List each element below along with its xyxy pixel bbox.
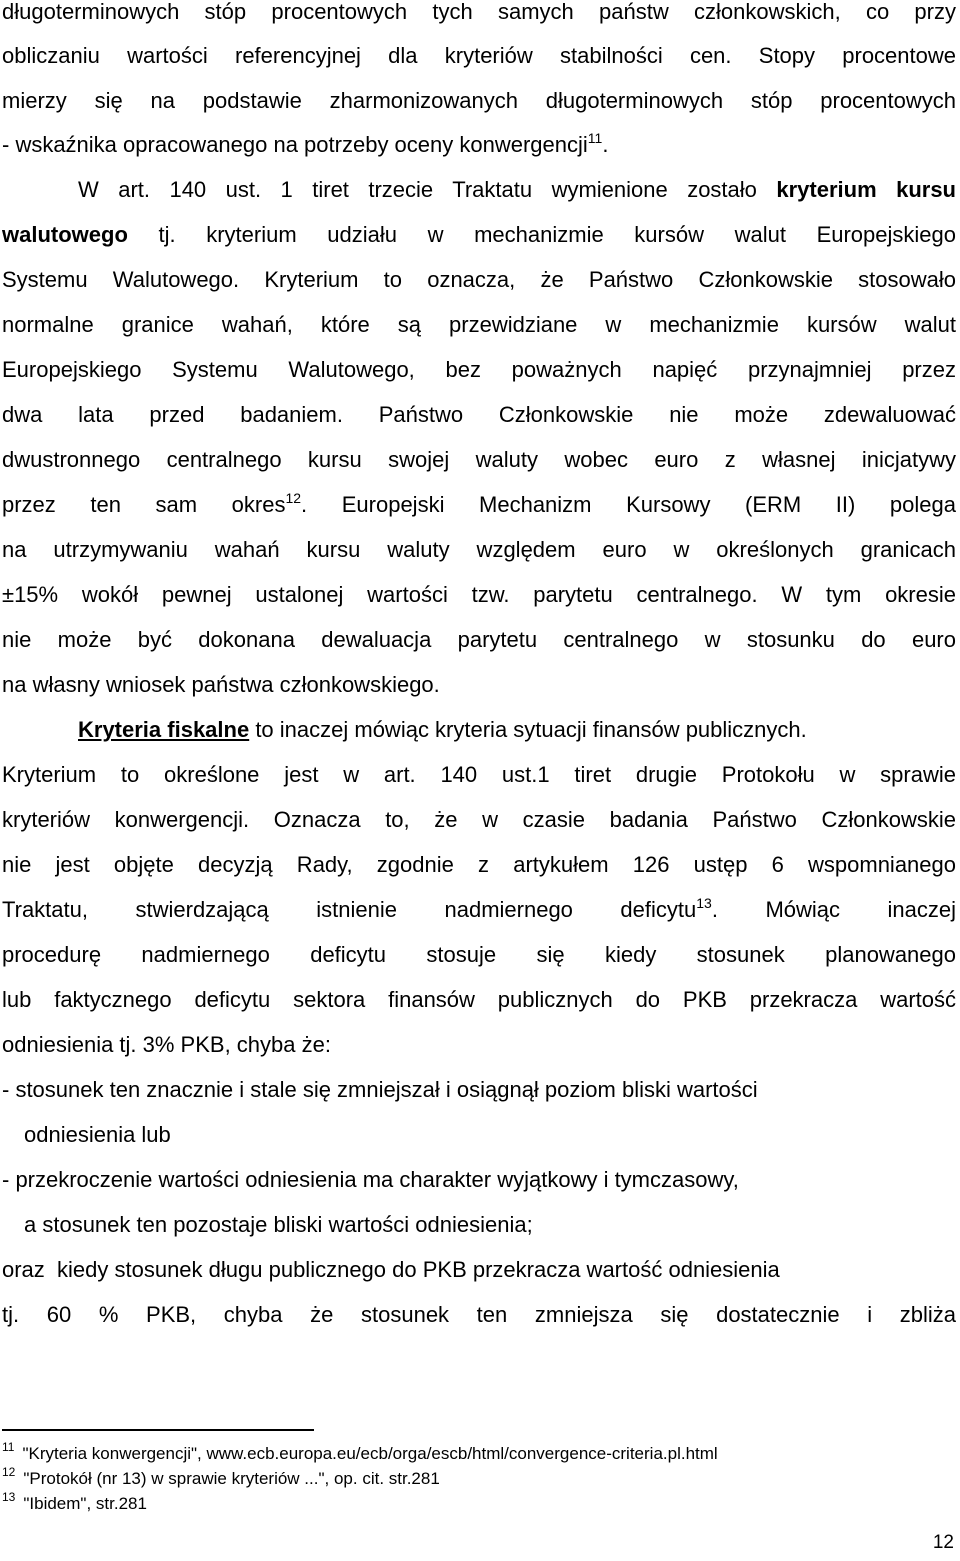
list-item-continuation: odniesienia lub	[24, 1122, 171, 1147]
text-line: na utrzymywaniu wahań kursu waluty względem euro w określonych granicach	[2, 537, 956, 562]
text-line: procedurę nadmiernego deficytu stosuje się kiedy stosunek planowanego	[2, 942, 956, 967]
text-line	[2, 485, 956, 525]
text-line	[2, 890, 956, 930]
text-span: Traktatu, stwierdzającą istnienie nadmiernego deficytu	[2, 897, 697, 922]
footnote-ref: 12	[285, 490, 302, 506]
text-line: Systemu Walutowego. Kryterium to oznacza, że Państwo Członkowskie stosowało	[2, 267, 956, 292]
text-span: przez ten sam okres	[2, 492, 286, 517]
text-span: .	[602, 132, 609, 157]
text-line: normalne granice wahań, które są przewidziane w mechanizmie kursów walut	[2, 312, 956, 337]
text-line: Kryterium to określone jest w art. 140 ust.1 tiret drugie Protokołu w sprawie	[2, 762, 956, 787]
text-span: - wskaźnika opracowanego na potrzeby oceny konwergencji	[2, 132, 588, 157]
text-line: długoterminowych stóp procentowych tych samych państw członkowskich, co przy	[2, 0, 956, 24]
footnote-separator	[2, 1429, 314, 1431]
text-line: obliczaniu wartości referencyjnej dla kryteriów stabilności cen. Stopy procentowe	[2, 43, 956, 68]
text-line: tj. 60 % PKB, chyba że stosunek ten zmniejsza się dostatecznie i zbliża	[2, 1302, 956, 1327]
list-item: - stosunek ten znacznie i stale się zmniejszał i osiągnął poziom bliski wartości	[2, 1077, 758, 1102]
footnote	[2, 1492, 147, 1516]
text-line	[78, 710, 956, 750]
footnote-number: 12	[2, 1465, 16, 1479]
footnote-text: "Protokół (nr 13) w sprawie kryteriów ...", op. cit. str.281	[23, 1469, 440, 1488]
text-span: . Europejski Mechanizm Kursowy (ERM II) polega	[301, 492, 956, 517]
text-line: nie jest objęte decyzją Rady, zgodnie z artykułem 126 ustęp 6 wspomnianego	[2, 852, 956, 877]
footnote-text: "Kryteria konwergencji", www.ecb.europa.eu/ecb/orga/escb/html/convergence-criteria.pl.html	[22, 1444, 718, 1463]
footnote-ref: 13	[696, 895, 712, 911]
footnote	[2, 1467, 440, 1491]
text-line: lub faktycznego deficytu sektora finansów publicznych do PKB przekracza wartość	[2, 987, 956, 1012]
text-line: oraz kiedy stosunek długu publicznego do PKB przekracza wartość odniesienia	[2, 1257, 780, 1282]
list-item: - przekroczenie wartości odniesienia ma charakter wyjątkowy i tymczasowy,	[2, 1167, 739, 1192]
text-line: Europejskiego Systemu Walutowego, bez poważnych napięć przynajmniej przez	[2, 357, 956, 382]
text-line: mierzy się na podstawie zharmonizowanych długoterminowych stóp procentowych	[2, 88, 956, 113]
footnote-ref: 11	[587, 130, 603, 146]
footnote-text: "Ibidem", str.281	[23, 1494, 147, 1513]
footnote	[2, 1442, 718, 1466]
text-line	[2, 215, 956, 255]
text-line	[78, 170, 956, 210]
page-number: 12	[932, 1532, 954, 1553]
footnote-number: 13	[2, 1490, 16, 1504]
text-line	[2, 125, 956, 165]
text-span: to inaczej mówiąc kryteria sytuacji finansów publicznych.	[249, 717, 807, 742]
text-span: tj. kryterium udziału w mechanizmie kursów walut Europejskiego	[127, 222, 956, 247]
text-line: ±15% wokół pewnej ustalonej wartości tzw. parytetu centralnego. W tym okresie	[2, 582, 956, 607]
text-span: W art. 140 ust. 1 tiret trzecie Traktatu wymienione zostało	[78, 177, 777, 202]
list-item-continuation: a stosunek ten pozostaje bliski wartości odniesienia;	[24, 1212, 533, 1237]
text-span: . Mówiąc inaczej	[711, 897, 956, 922]
bold-term: walutowego	[2, 222, 128, 247]
text-line: dwustronnego centralnego kursu swojej waluty wobec euro z własnej inicjatywy	[2, 447, 956, 472]
text-line: dwa lata przed badaniem. Państwo Członkowskie nie może zdewaluować	[2, 402, 956, 427]
footnote-number: 11	[2, 1440, 15, 1454]
bold-term: kryterium kursu	[776, 177, 956, 202]
text-line: odniesienia tj. 3% PKB, chyba że:	[2, 1032, 331, 1057]
section-term: Kryteria fiskalne	[78, 717, 250, 742]
text-line: na własny wniosek państwa członkowskiego.	[2, 672, 440, 697]
text-line: nie może być dokonana dewaluacja parytetu centralnego w stosunku do euro	[2, 627, 956, 652]
text-line: kryteriów konwergencji. Oznacza to, że w czasie badania Państwo Członkowskie	[2, 807, 956, 832]
